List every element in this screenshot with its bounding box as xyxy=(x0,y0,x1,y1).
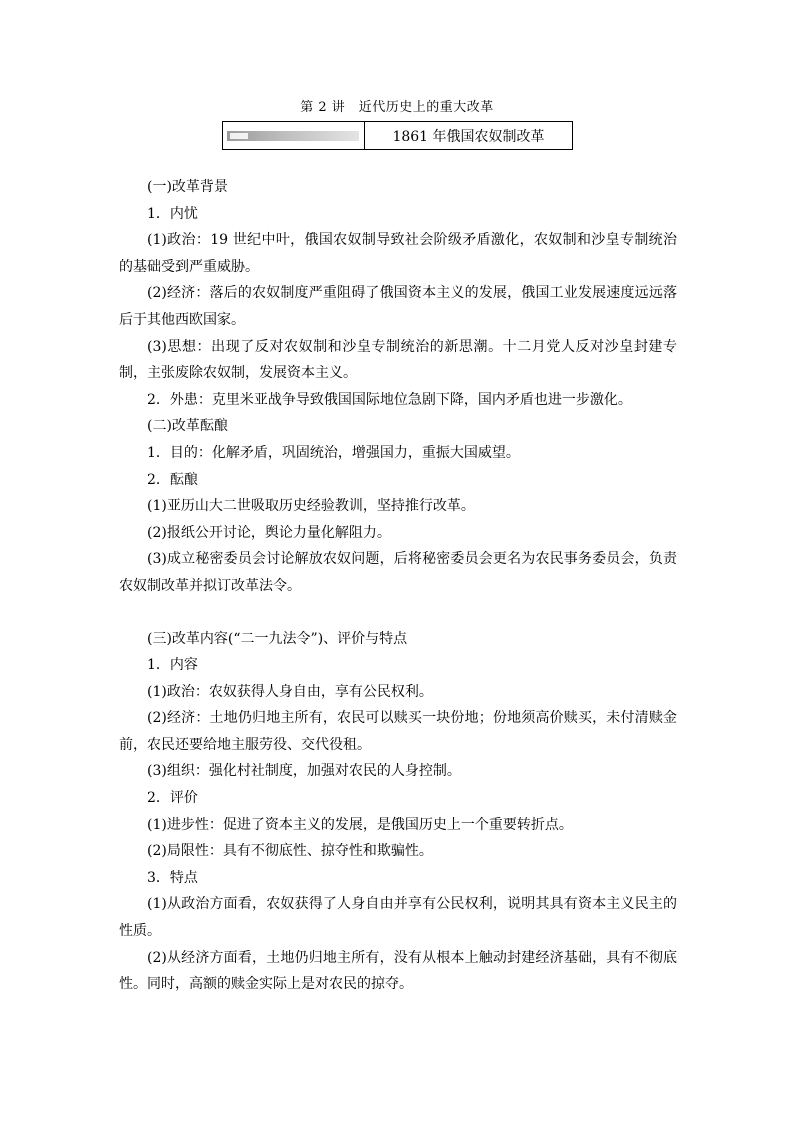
subheading-internal: 1．内忧 xyxy=(147,205,198,222)
paragraph-politics: (1)政治：19 世纪中叶，俄国农奴制导致社会阶级矛盾激化，农奴制和沙皇专制统治的基础受到严重威胁。 xyxy=(119,232,677,275)
paragraph-progressive: (1)进步性：促进了资本主义的发展，是俄国历史上一个重要转折点。 xyxy=(147,816,573,833)
paragraph-feature-economy: (2)从经济方面看，土地仍归地主所有，没有从根本上触动封建经济基础，具有不彻底性。同时，高额的赎金实际上是对农民的掠夺。 xyxy=(119,949,677,993)
paragraph-external: 2．外患：克里米亚战争导致俄国国际地位急剧下降，国内矛盾也进一步激化。 xyxy=(147,391,632,408)
paragraph-economy: (2)经济：落后的农奴制度严重阻碍了俄国资本主义的发展，俄国工业发展速度远远落后于其他西欧国家。 xyxy=(119,285,677,328)
subheading-features: 3．特点 xyxy=(147,869,198,886)
paragraph-content-economy: (2)经济：土地仍归地主所有，农民可以赎买一块份地；份地须高价赎买，未付清赎金前，农民还要给地主服劳役、交代役租。 xyxy=(119,710,677,753)
subheading-preparation: 2．酝酿 xyxy=(147,471,198,488)
topic-heading: 1861 年俄国农奴制改革 xyxy=(392,128,545,145)
lesson-title: 第 2 讲 近代历史上的重大改革 xyxy=(300,100,494,115)
paragraph-prep-1: (1)亚历山大二世吸取历史经验教训，坚持推行改革。 xyxy=(147,498,475,515)
subheading-evaluation: 2．评价 xyxy=(147,790,198,807)
topic-banner-label xyxy=(230,133,248,139)
document-body xyxy=(119,174,677,998)
paragraph-prep-3: (3)成立秘密委员会讨论解放农奴问题，后将秘密委员会更名为农民事务委员会，负责农奴制改革并拟订改革法令。 xyxy=(119,551,677,594)
subheading-content: 1．内容 xyxy=(147,657,198,674)
paragraph-prep-2: (2)报纸公开讨论，舆论力量化解阻力。 xyxy=(147,524,391,541)
topic-banner-cell xyxy=(223,122,365,149)
topic-banner-image xyxy=(227,131,359,141)
section-heading-preparation: (二)改革酝酿 xyxy=(147,418,228,435)
paragraph-content-politics: (1)政治：农奴获得人身自由，享有公民权利。 xyxy=(147,683,433,700)
paragraph-limitations: (2)局限性：具有不彻底性、掠夺性和欺骗性。 xyxy=(147,843,433,860)
paragraph-thought: (3)思想：出现了反对农奴制和沙皇专制统治的新思潮。十二月党人反对沙皇封建专制，主张废除农奴制，发展资本主义。 xyxy=(119,338,677,382)
topic-header-box xyxy=(222,121,573,150)
paragraph-content-organization: (3)组织：强化村社制度，加强对农民的人身控制。 xyxy=(147,763,461,780)
section-heading-content: (三)改革内容(“二一九法令”)、评价与特点 xyxy=(147,630,408,647)
section-heading-background: (一)改革背景 xyxy=(147,179,228,195)
paragraph-purpose: 1．目的：化解矛盾，巩固统治，增强国力，重振大国威望。 xyxy=(147,444,520,461)
paragraph-feature-politics: (1)从政治方面看，农奴获得了人身自由并享有公民权利，说明其具有资本主义民主的性质。 xyxy=(119,896,677,940)
